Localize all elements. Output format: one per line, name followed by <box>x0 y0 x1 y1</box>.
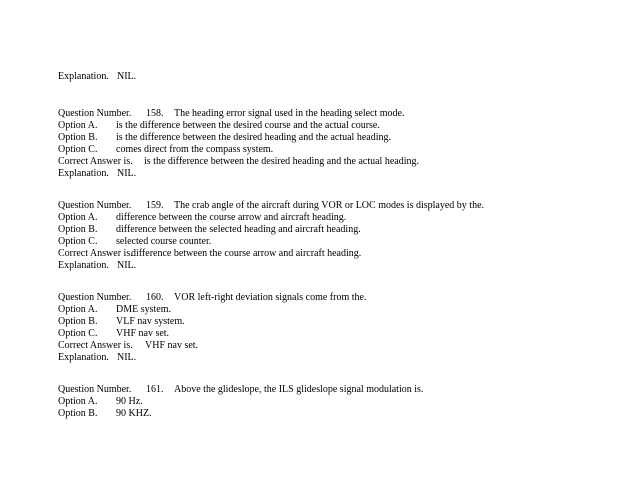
explanation-label: Explanation. <box>58 168 109 179</box>
explanation-value: NIL. <box>117 71 137 82</box>
option-label: Option C. <box>58 144 98 155</box>
option-label: Option A. <box>58 120 98 131</box>
question-text: VOR left-right deviation signals come from the. <box>174 292 367 303</box>
option-text: is the difference between the desired heading and the actual heading. <box>116 132 391 143</box>
correct-answer-label: Correct Answer is. <box>58 340 133 351</box>
question-number: 158. <box>146 108 164 119</box>
option-label: Option B. <box>58 408 98 419</box>
question-number: 159. <box>146 200 164 211</box>
option-line <box>58 408 152 420</box>
correct-answer-line <box>58 156 419 168</box>
option-text: VHF nav set. <box>116 328 170 339</box>
question-line <box>58 384 423 396</box>
correct-answer-line <box>58 248 361 260</box>
option-text: 90 Hz. <box>116 396 143 407</box>
option-line <box>58 396 143 408</box>
correct-answer-text: VHF nav set. <box>145 340 199 351</box>
explanation-line <box>58 260 136 272</box>
question-text: The crab angle of the aircraft during VOR or LOC modes is displayed by the. <box>174 200 485 211</box>
option-label: Option B. <box>58 132 98 143</box>
option-label: Option A. <box>58 212 98 223</box>
option-line <box>58 120 380 132</box>
explanation-value: NIL. <box>117 352 137 363</box>
explanation-label: Explanation. <box>58 71 109 82</box>
option-text: difference between the selected heading and aircraft heading. <box>116 224 361 235</box>
option-text: DME system. <box>116 304 171 315</box>
option-text: comes direct from the compass system. <box>116 144 274 155</box>
option-label: Option C. <box>58 236 98 247</box>
question-line <box>58 292 366 304</box>
option-line <box>58 212 346 224</box>
question-label: Question Number. <box>58 384 132 395</box>
option-line <box>58 316 185 328</box>
option-label: Option C. <box>58 328 98 339</box>
option-line <box>58 132 391 144</box>
question-line <box>58 200 484 212</box>
question-label: Question Number. <box>58 108 132 119</box>
question-label: Question Number. <box>58 200 132 211</box>
option-text: difference between the course arrow and aircraft heading. <box>116 212 347 223</box>
option-label: Option A. <box>58 304 98 315</box>
correct-answer-text: is the difference between the desired heading and the actual heading. <box>144 156 419 167</box>
option-line <box>58 144 273 156</box>
correct-answer-label: Correct Answer is. <box>58 156 133 167</box>
explanation-label: Explanation. <box>58 352 109 363</box>
option-text: is the difference between the desired course and the actual course. <box>116 120 380 131</box>
option-line <box>58 304 171 316</box>
question-number: 160. <box>146 292 164 303</box>
option-line <box>58 236 211 248</box>
option-line <box>58 328 169 340</box>
option-text: selected course counter. <box>116 236 212 247</box>
intro-explanation-line <box>58 71 136 83</box>
explanation-line <box>58 352 136 364</box>
question-text: Above the glideslope, the ILS glideslope signal modulation is. <box>174 384 424 395</box>
option-label: Option B. <box>58 316 98 327</box>
option-text: 90 KHZ. <box>116 408 152 419</box>
option-line <box>58 224 361 236</box>
correct-answer-label: Correct Answer is. <box>58 248 133 259</box>
explanation-value: NIL. <box>117 168 137 179</box>
option-label: Option B. <box>58 224 98 235</box>
question-line <box>58 108 404 120</box>
question-text: The heading error signal used in the heading select mode. <box>174 108 405 119</box>
option-label: Option A. <box>58 396 98 407</box>
option-text: VLF nav system. <box>116 316 185 327</box>
correct-answer-text: difference between the course arrow and aircraft heading. <box>131 248 362 259</box>
question-label: Question Number. <box>58 292 132 303</box>
explanation-value: NIL. <box>117 260 137 271</box>
explanation-label: Explanation. <box>58 260 109 271</box>
explanation-line <box>58 168 136 180</box>
correct-answer-line <box>58 340 198 352</box>
question-number: 161. <box>146 384 164 395</box>
